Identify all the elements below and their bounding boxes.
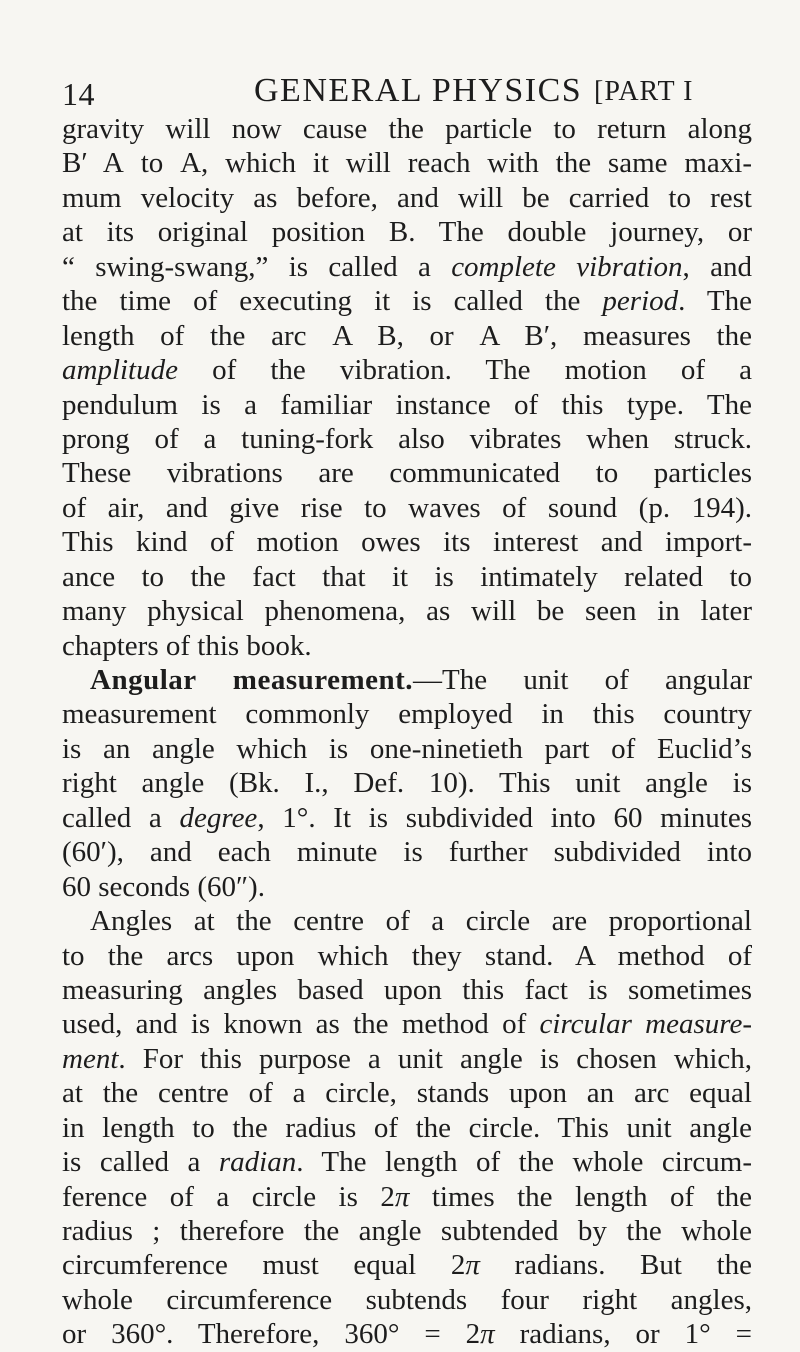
- text-segment: π: [465, 1249, 480, 1282]
- text-line: [62, 870, 752, 904]
- text-segment: “ swing-swang,” is called a: [62, 250, 452, 283]
- text-line: [62, 319, 752, 353]
- text-segment: , 1°. It is subdivided into 60 minutes: [257, 801, 752, 834]
- text-line: [62, 456, 752, 490]
- text-segment: mum velocity as before, and will be carried to rest: [62, 181, 752, 214]
- text-segment: amplitude: [62, 354, 178, 387]
- text-line: [62, 697, 752, 731]
- text-line: [62, 560, 752, 594]
- text-segment: A B: [332, 319, 397, 352]
- text-line: [62, 663, 752, 697]
- text-segment: chapters of this book.: [62, 629, 312, 662]
- text-line: [62, 904, 752, 938]
- text-line: [62, 835, 752, 869]
- page-number: 14: [62, 76, 95, 112]
- text-line: [62, 732, 752, 766]
- text-line: [62, 1180, 752, 1214]
- text-segment: used, and is known as the method of: [62, 1008, 540, 1041]
- text-segment: many physical phenomena, as will be seen in later: [62, 595, 752, 628]
- text-segment: gravity will now cause the particle to return along: [62, 113, 752, 145]
- text-line: [62, 1248, 752, 1282]
- text-segment: . The: [678, 285, 752, 318]
- running-head: GENERAL PHYSICS: [254, 72, 583, 109]
- text-segment: . For this purpose a unit angle is chosen which,: [118, 1042, 752, 1075]
- text-segment: radians, or 1° =: [494, 1318, 752, 1351]
- text-line: [62, 766, 752, 800]
- text-line: [62, 491, 752, 525]
- text-segment: This kind of motion owes its interest and import-: [62, 526, 752, 559]
- text-segment: right angle (Bk. I., Def. 10). This unit angle is: [62, 767, 752, 800]
- text-segment: radian: [218, 1146, 297, 1179]
- text-line: [62, 594, 752, 628]
- text-segment: Angles at the centre of a circle are proportional: [90, 905, 752, 938]
- text-segment: to: [123, 147, 181, 180]
- text-segment: called a: [62, 801, 180, 834]
- text-segment: (60′), and each minute is further subdivided into: [62, 836, 752, 869]
- text-segment: π: [480, 1318, 495, 1351]
- text-segment: times the length of the: [409, 1180, 752, 1213]
- text-segment: whole circumference subtends four right angles,: [62, 1283, 752, 1316]
- text-segment: measuring angles based upon this fact is sometimes: [62, 973, 752, 1006]
- text-segment: radians. But the: [479, 1249, 752, 1282]
- text-line: [62, 215, 752, 249]
- text-segment: or 360°. Therefore, 360° = 2: [62, 1318, 481, 1351]
- text-segment: B: [388, 216, 409, 249]
- page-header: [0, 0, 800, 120]
- text-segment: to the arcs upon which they stand. A method of: [62, 939, 752, 972]
- text-segment: of the vibration. The motion of a: [178, 354, 752, 387]
- text-segment: . The length of the whole circum-: [296, 1146, 752, 1179]
- text-line: [62, 1317, 752, 1351]
- text-line: [62, 1076, 752, 1110]
- text-segment: ance to the fact that it is intimately related to: [62, 560, 752, 593]
- text-segment: A: [180, 147, 202, 180]
- text-segment: , which it will reach with the same maxi-: [201, 147, 752, 180]
- text-line: [62, 629, 752, 663]
- text-line: [62, 388, 752, 422]
- text-line: [62, 1283, 752, 1317]
- text-segment: radius ; therefore the angle subtended by the whole: [62, 1215, 752, 1247]
- text-segment: the time of executing it is called the: [62, 285, 603, 318]
- text-segment: is an angle which is one-ninetieth part of Euclid’s: [62, 732, 752, 765]
- text-segment: at the centre of a circle, stands upon an arc equal: [62, 1077, 752, 1110]
- text-segment: , and: [682, 250, 752, 283]
- text-line: [62, 112, 752, 146]
- text-segment: at its original position: [62, 216, 389, 249]
- text-segment: , measures the: [550, 319, 752, 352]
- text-segment: of air, and give rise to waves of sound (p. 194).: [62, 491, 752, 524]
- text-segment: prong of a tuning-fork also vibrates when struck.: [62, 422, 752, 455]
- text-segment: complete vibration: [451, 250, 683, 283]
- text-line: [62, 801, 752, 835]
- text-segment: , or: [396, 319, 480, 352]
- text-segment: . The double journey, or: [408, 216, 752, 249]
- text-segment: —The unit of angular: [413, 664, 752, 696]
- text-line: [62, 146, 752, 180]
- text-line: [62, 250, 752, 284]
- text-segment: degree: [179, 801, 258, 834]
- text-line: [62, 939, 752, 973]
- text-segment: π: [394, 1180, 410, 1213]
- text-line: [62, 284, 752, 318]
- text-segment: ment: [62, 1042, 119, 1075]
- text-segment: B′ A: [62, 147, 124, 180]
- text-segment: pendulum is a familiar instance of this type. The: [62, 388, 752, 421]
- text-line: [62, 1111, 752, 1145]
- text-segment: A B′: [479, 319, 551, 352]
- text-segment: 60 seconds (60″).: [62, 870, 265, 903]
- text-segment: circumference must equal 2: [62, 1249, 466, 1282]
- text-line: [62, 1214, 752, 1248]
- text-line: [62, 525, 752, 559]
- text-segment: circular measure-: [539, 1008, 752, 1041]
- text-segment: in length to the radius of the circle. This unit angle: [62, 1111, 752, 1144]
- text-segment: is called a: [62, 1146, 219, 1179]
- text-segment: length of the arc: [62, 319, 333, 352]
- text-segment: period: [602, 285, 679, 318]
- text-line: [62, 1007, 752, 1041]
- text-line: [62, 181, 752, 215]
- body-text: [62, 112, 752, 1352]
- text-line: [62, 1042, 752, 1076]
- text-line: [62, 973, 752, 1007]
- text-line: [62, 422, 752, 456]
- part-label: [PART I: [594, 76, 694, 107]
- text-segment: measurement commonly employed in this country: [62, 698, 752, 731]
- text-line: [62, 1145, 752, 1179]
- text-line: [62, 353, 752, 387]
- text-segment: These vibrations are communicated to particles: [62, 457, 752, 490]
- text-segment: ference of a circle is 2: [62, 1180, 395, 1213]
- section-heading: Angular measurement.: [90, 664, 414, 696]
